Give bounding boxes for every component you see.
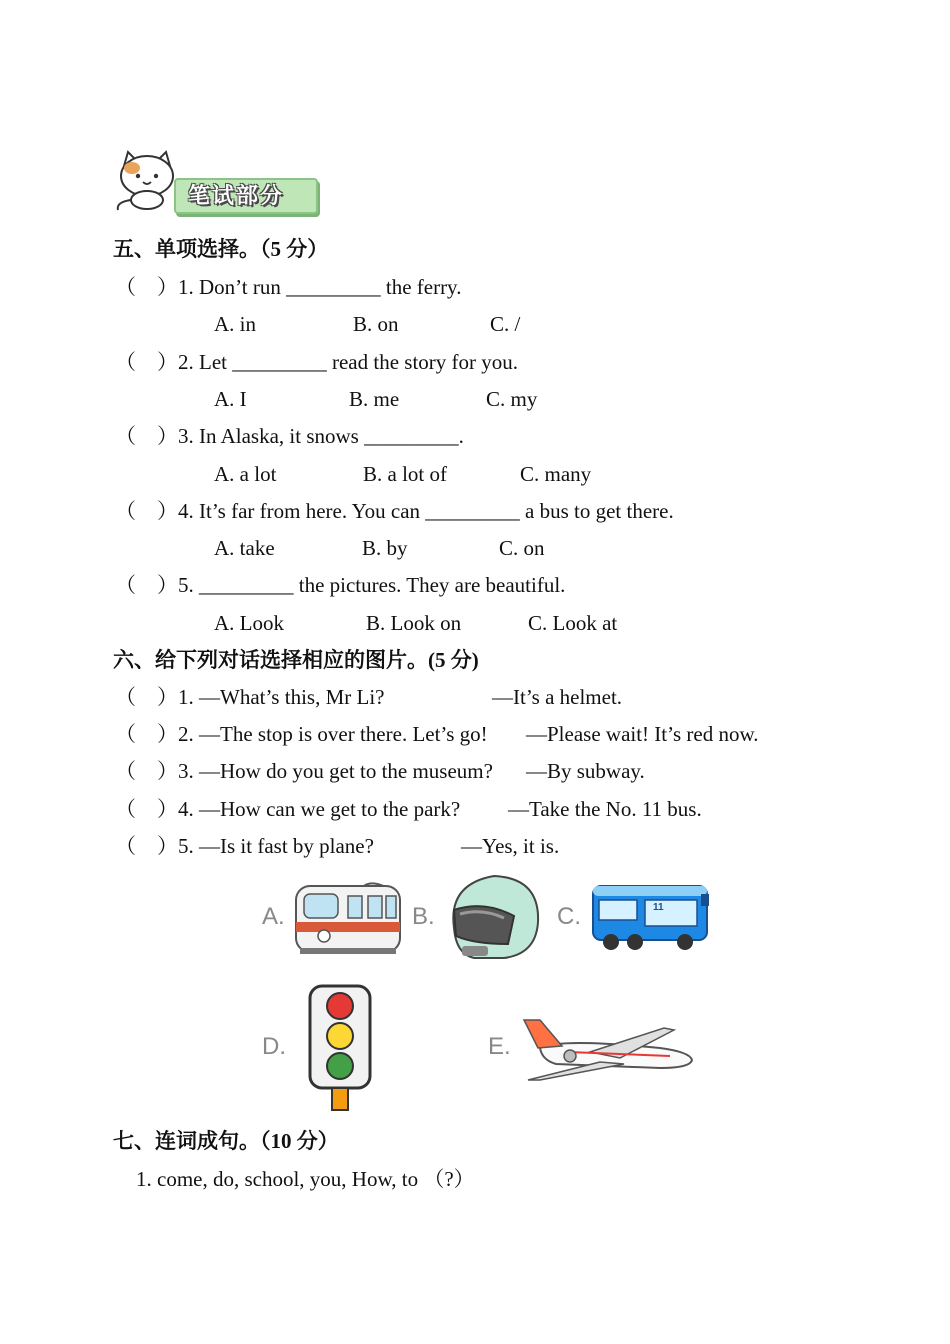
option-c: C. Look at <box>528 611 618 635</box>
section5-heading: 五、单项选择。（5 分） <box>113 237 329 261</box>
dialogue-question-5: （ ）5. —Is it fast by plane? <box>115 834 374 858</box>
dialogue-answer-1: —It’s a helmet. <box>492 685 623 709</box>
option-b: B. Look on <box>366 611 462 635</box>
dialogue-question-2: （ ）2. —The stop is over there. Let’s go! <box>115 722 488 746</box>
dialogue-answer-5: —Yes, it is. <box>461 834 560 858</box>
option-b: B. on <box>353 312 399 336</box>
option-b: B. by <box>362 536 408 560</box>
picture-label-d: D. <box>262 1033 286 1060</box>
picture-label-e: E. <box>488 1033 511 1060</box>
subway-train-icon <box>292 878 404 958</box>
option-c: C. my <box>486 387 538 411</box>
option-a: A. a lot <box>214 462 277 486</box>
section5-question-2: （ ）2. Let _________ read the story for you. <box>115 350 519 374</box>
section5-question-5: （ ）5. _________ the pictures. They are beautiful. <box>115 573 566 597</box>
helmet-icon <box>444 870 544 962</box>
dialogue-answer-3: —By subway. <box>526 759 645 783</box>
option-c: C. on <box>499 536 545 560</box>
dialogue-question-1: （ ）1. —What’s this, Mr Li? <box>115 685 385 709</box>
option-a: A. I <box>214 387 247 411</box>
dialogue-question-4: （ ）4. —How can we get to the park? <box>115 797 461 821</box>
section5-question-4: （ ）4. It’s far from here. You can _________ a bus to get there. <box>115 499 674 523</box>
dialogue-answer-2: —Please wait! It’s red now. <box>526 722 759 746</box>
option-c: C. / <box>490 312 521 336</box>
traffic-light-icon <box>306 984 374 1112</box>
section6-heading: 六、给下列对话选择相应的图片。(5 分) <box>113 648 479 672</box>
option-a: A. in <box>214 312 256 336</box>
bus-number: 11 <box>653 902 664 913</box>
section-banner <box>112 148 322 214</box>
option-a: A. Look <box>214 611 284 635</box>
airplane-icon <box>520 1008 696 1084</box>
option-c: C. many <box>520 462 592 486</box>
option-b: B. a lot of <box>363 462 447 486</box>
cat-icon <box>112 148 182 214</box>
section7-heading: 七、连词成句。（10 分） <box>113 1129 339 1153</box>
section5-question-3: （ ）3. In Alaska, it snows _________. <box>115 424 464 448</box>
picture-label-c: C. <box>557 903 581 930</box>
section5-question-1: （ ）1. Don’t run _________ the ferry. <box>115 275 462 299</box>
bus-icon <box>589 880 713 956</box>
option-a: A. take <box>214 536 275 560</box>
picture-label-b: B. <box>412 903 435 930</box>
dialogue-answer-4: —Take the No. 11 bus. <box>508 797 702 821</box>
dialogue-question-3: （ ）3. —How do you get to the museum? <box>115 759 493 783</box>
picture-label-a: A. <box>262 903 285 930</box>
sentence-item-1: 1. come, do, school, you, How, to （?） <box>136 1167 475 1191</box>
banner-title: 笔试部分 <box>188 184 285 209</box>
option-b: B. me <box>349 387 400 411</box>
